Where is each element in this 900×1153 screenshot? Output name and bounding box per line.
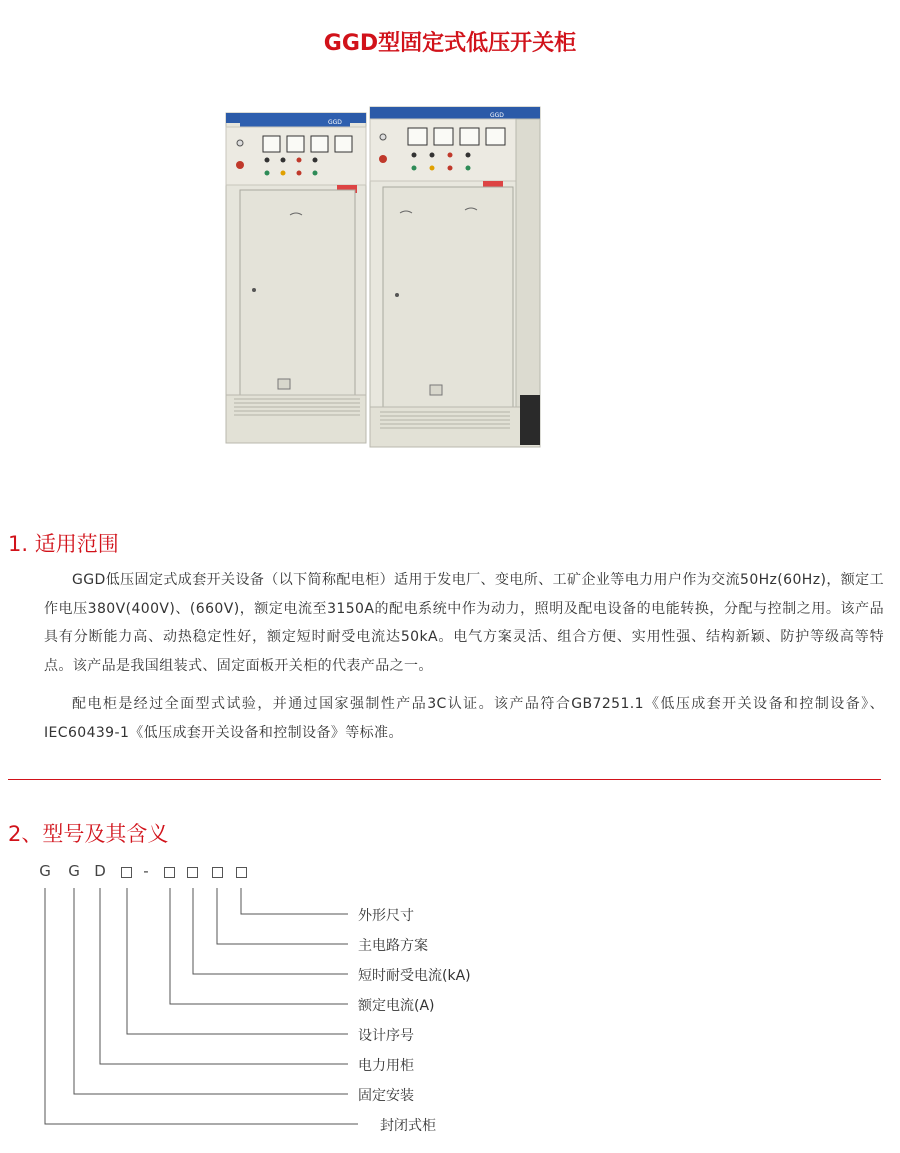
legend-item-dimensions: 外形尺寸 [358, 908, 414, 924]
page-title: GGD型固定式低压开关柜 [323, 31, 577, 56]
legend-item-enclosed-cabinet: 封闭式柜 [380, 1118, 436, 1134]
code-box-3 [187, 867, 198, 878]
code-letter-g2: G [68, 862, 80, 880]
section1-paragraph-2: 配电柜是经过全面型式试验，并通过国家强制性产品3C认证。该产品符合GB7251.1《低压成套开关设备和控制设备》、IEC60439-1《低压成套开关设备和控制设备》等标准。 [44, 696, 884, 741]
left-cabinet [226, 113, 366, 443]
code-box-1 [121, 867, 132, 878]
product-image [220, 95, 550, 470]
legend-item-design-serial: 设计序号 [358, 1028, 414, 1044]
legend-item-rated-current: 额定电流(A) [358, 998, 435, 1014]
section1-heading: 1. 适用范围 [8, 532, 119, 556]
section1-paragraph-1: GGD低压固定式成套开关设备（以下简称配电柜）适用于发电厂、变电所、工矿企业等电力用户作为交流50Hz(60Hz)，额定工作电压380V(400V)、(660V)，额定电流至3150A的配电系统中作为动力，照明及配电设备的电能转换，分配与控制之用。该产品具有分断能力高、动热稳定性好，额定短时耐受电流达50kA。电气方案灵活、组合方便、实用性强、结构新颖、防护等级高等特点。该产品是我国组装式、固定面板开关柜的代表产品之一。 [44, 572, 884, 674]
legend-item-main-circuit: 主电路方案 [358, 938, 428, 954]
model-code-diagram [0, 880, 360, 1130]
legend-item-short-time-current: 短时耐受电流(kA) [358, 968, 471, 984]
code-box-2 [164, 867, 175, 878]
section2-heading: 2、型号及其含义 [8, 822, 169, 846]
code-letter-g1: G [39, 862, 51, 880]
section-divider [8, 779, 881, 780]
right-cabinet [370, 107, 540, 447]
cabinet-badge-left: GGD [328, 119, 342, 126]
code-dash: - [143, 862, 149, 880]
cabinet-badge-right: GGD [490, 112, 504, 119]
code-box-5 [236, 867, 247, 878]
legend-item-fixed-install: 固定安装 [358, 1088, 414, 1104]
code-box-4 [212, 867, 223, 878]
code-letter-d: D [94, 862, 106, 880]
legend-item-power-cabinet: 电力用柜 [358, 1058, 414, 1074]
